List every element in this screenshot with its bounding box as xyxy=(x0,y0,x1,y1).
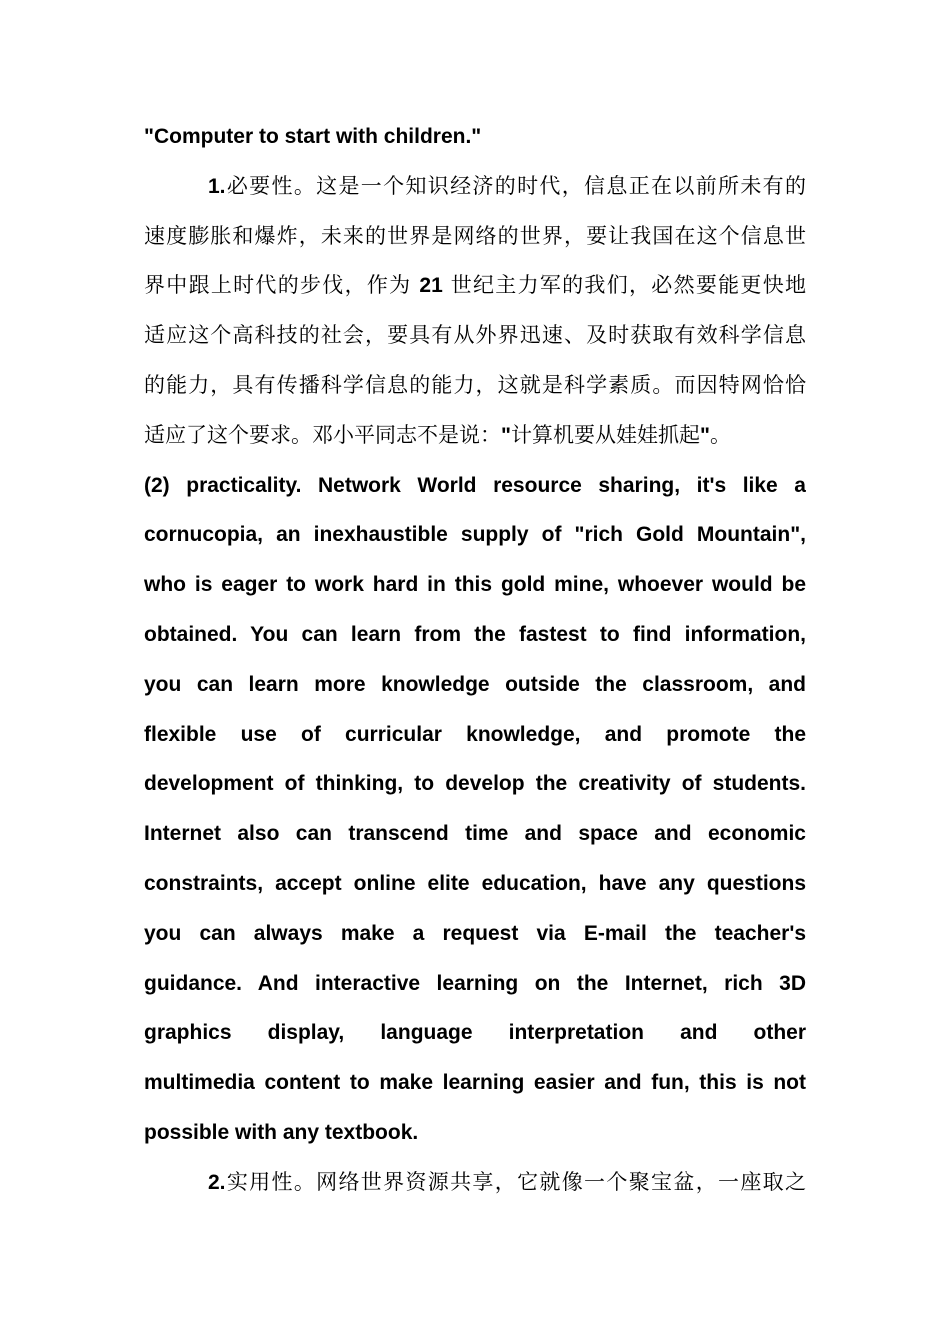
paragraph-line xyxy=(144,162,806,212)
paragraph-line: constraints, accept online elite education, have any questions xyxy=(144,871,806,895)
paragraph-text: 世纪主力军的我们，必然要能更快地 xyxy=(450,273,806,298)
paragraph-necessity-zh xyxy=(144,162,806,461)
paragraph-line: you can always make a request via E-mail the teacher's xyxy=(144,921,806,945)
paragraph-line: obtained. You can learn from the fastest to find information, xyxy=(144,622,806,646)
open-quote: " xyxy=(501,423,511,447)
paragraph-line xyxy=(144,261,806,311)
quote-line: "Computer to start with children." xyxy=(144,125,482,148)
paragraph-practicality-en xyxy=(144,461,806,1158)
paragraph-text: 。 xyxy=(709,422,731,447)
paragraph-line: 速度膨胀和爆炸，未来的世界是网络的世界，要让我国在这个信息世 xyxy=(144,223,806,248)
paragraph-text: 适应了这个要求。邓小平同志不是说： xyxy=(144,422,501,447)
paragraph-text: 实用性。网络世界资源共享，它就像一个聚宝盆，一座取之 xyxy=(225,1169,806,1194)
paragraph-text: 必要性。这是一个知识经济的时代，信息正在以前所未有的 xyxy=(225,173,806,198)
paragraph-line: cornucopia, an inexhaustible supply of "rich Gold Mountain", xyxy=(144,523,806,547)
document-page xyxy=(144,112,806,1208)
paragraph-practicality-zh xyxy=(144,1158,806,1208)
paragraph-line: 的能力，具有传播科学信息的能力，这就是科学素质。而因特网恰恰 xyxy=(144,372,806,397)
paragraph-line: who is eager to work hard in this gold mine, whoever would be xyxy=(144,573,806,597)
paragraph-line: graphics display, language interpretation and other xyxy=(144,1021,806,1045)
paragraph-line: flexible use of curricular knowledge, and promote the xyxy=(144,722,806,746)
paragraph-line xyxy=(144,1158,806,1208)
paragraph-line: multimedia content to make learning easier and fun, this is not xyxy=(144,1071,806,1095)
paragraph-number: 1. xyxy=(208,174,226,198)
paragraph-line: (2) practicality. Network World resource sharing, it's like a xyxy=(144,473,806,497)
paragraph-line: 适应这个高科技的社会，要具有从外界迅速、及时获取有效科学信息 xyxy=(144,323,806,348)
paragraph-line: guidance. And interactive learning on the Internet, rich 3D xyxy=(144,971,806,995)
paragraph-line: development of thinking, to develop the creativity of students. xyxy=(144,772,806,796)
paragraph-text: 界中跟上时代的步伐，作为 xyxy=(144,273,412,298)
close-quote: " xyxy=(699,423,710,447)
paragraph-line: possible with any textbook. xyxy=(144,1120,419,1144)
paragraph-line: Internet also can transcend time and space and economic xyxy=(144,822,806,846)
paragraph-line xyxy=(144,411,806,461)
century-number: 21 xyxy=(419,274,443,298)
quoted-slogan: 计算机要从娃娃抓起 xyxy=(510,422,700,447)
paragraph-line: you can learn more knowledge outside the classroom, and xyxy=(144,672,806,696)
paragraph-number: 2. xyxy=(208,1170,226,1194)
